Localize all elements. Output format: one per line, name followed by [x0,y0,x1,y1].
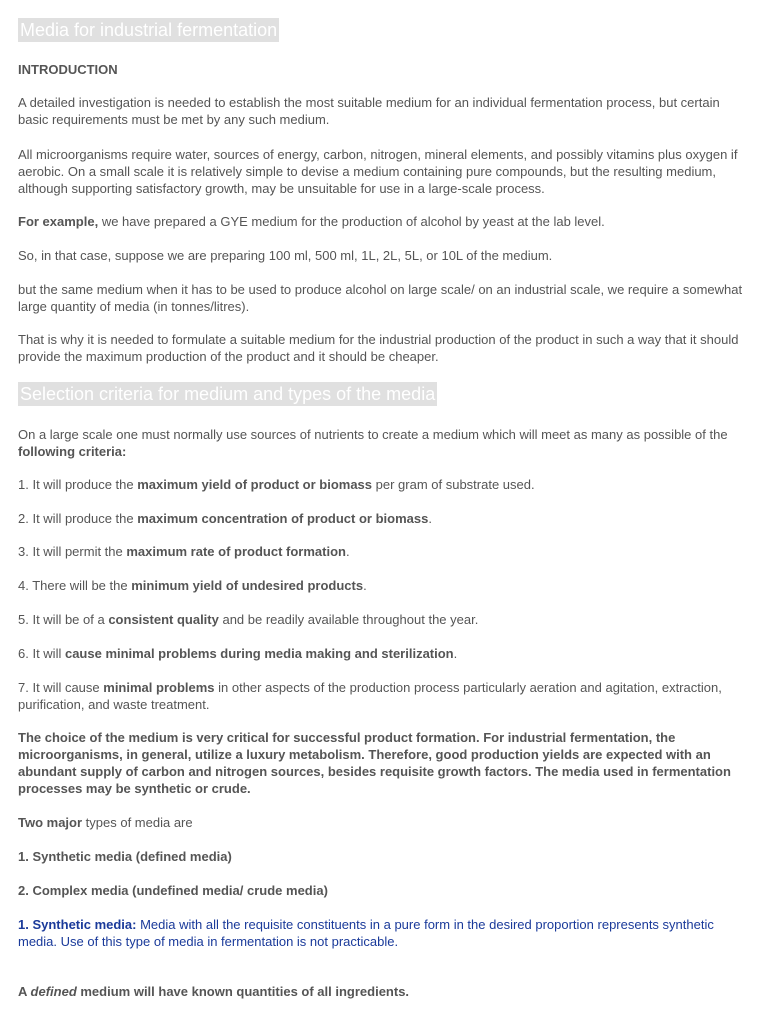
criterion-3-bold: maximum rate of product formation [126,544,346,559]
paragraph-10-bold: 1. Synthetic media: [18,917,137,932]
criterion-5-pre: 5. It will be of a [18,612,109,627]
criterion-1-post: per gram of substrate used. [372,477,535,492]
paragraph-5: but the same medium when it has to be used to produce alcohol on large scale/ on an industrial scale, we require a somewhat large quantity of media (in tonnes/litres). [18,282,743,314]
criterion-6-post: . [453,646,458,661]
heading-media-industrial-fermentation: Media for industrial fermentation [20,20,278,40]
criterion-6 [18,645,753,662]
criterion-6-pre: 6. It will [18,646,65,661]
paragraph-4: So, in that case, suppose we are preparing 100 ml, 500 ml, 1L, 2L, 5L, or 10L of the medium. [18,248,553,263]
paragraph-9-text: types of media are [82,815,193,830]
paragraph-11-italic: defined [30,984,77,999]
criterion-1-pre: 1. It will produce the [18,477,138,492]
paragraph-7-bold: following criteria: [18,444,127,459]
criterion-2-bold: maximum concentration of product or biomass [137,511,429,526]
paragraph-11-text: medium will have known quantities of all ingredients. [76,984,410,999]
criterion-2 [18,510,753,527]
paragraph-10 [18,916,753,950]
criterion-5-post: and be readily available throughout the year. [218,612,479,627]
paragraph-11-a: A [18,984,31,999]
criterion-7-pre: 7. It will cause [18,680,104,695]
criterion-3-post: . [345,544,350,559]
criterion-4-bold: minimum yield of undesired products [131,578,364,593]
criterion-3 [18,543,753,560]
media-type-1: 1. Synthetic media (defined media) [18,849,232,864]
paragraph-7-text: On a large scale one must normally use sources of nutrients to create a medium which will meet as many as possible of the [18,427,728,442]
media-type-2: 2. Complex media (undefined media/ crude media) [18,883,328,898]
paragraph-8: The choice of the medium is very critical for successful product formation. For industrial fermentation, the microorganisms, in general, utilize a luxury metabolism. Therefore, good production yields are expected with an abundant supply of carbon and nitrogen sources, besides requisite growth factors. The media used in fermentation processes may be synthetic or crude. [18,730,731,796]
criterion-4-post: . [363,578,367,593]
paragraph-6: That is why it is needed to formulate a suitable medium for the industrial production of the product in such a way that it should provide the maximum production of the product and it should be cheaper. [18,332,739,364]
criterion-5-bold: consistent quality [108,612,219,627]
criterion-4 [18,577,753,594]
criterion-2-post: . [428,511,432,526]
paragraph-2: All microorganisms require water, sources of energy, carbon, nitrogen, mineral elements, and possibly vitamins plus oxygen if aerobic. On a small scale it is relatively simple to devise a medium containing pure compounds, but the resulting medium, although supporting satisfactory growth, may be unsuitable for use in a large-scale process. [18,147,738,196]
paragraph-11 [18,983,753,1000]
paragraph-7 [18,426,753,460]
criterion-5 [18,611,753,628]
introduction-label: INTRODUCTION [18,62,118,77]
criterion-7-post: in other aspects of the production process particularly aeration and agitation, extraction, purification, and waste treatment. [18,680,722,712]
paragraph-3-bold: For example, [18,214,99,229]
criterion-4-pre: 4. There will be the [18,578,132,593]
criterion-3-pre: 3. It will permit the [18,544,127,559]
criterion-6-bold: cause minimal problems during media making and sterilization [64,646,454,661]
heading-selection-criteria: Selection criteria for medium and types of the media [20,384,436,404]
criterion-2-pre: 2. It will produce the [18,511,138,526]
paragraph-3 [18,213,753,230]
criterion-7-bold: minimal problems [103,680,215,695]
paragraph-9 [18,814,753,831]
paragraph-1: A detailed investigation is needed to establish the most suitable medium for an individual fermentation process, but certain basic requirements must be met by any such medium. [18,95,720,127]
criterion-1 [18,476,753,493]
criterion-7 [18,679,753,713]
paragraph-9-bold: Two major [18,815,83,830]
paragraph-10-text: Media with all the requisite constituents in a pure form in the desired proportion represents synthetic media. Use of this type of media in fermentation is not practicable. [18,917,714,949]
paragraph-3-text: we have prepared a GYE medium for the production of alcohol by yeast at the lab level. [98,214,605,229]
criterion-1-bold: maximum yield of product or biomass [137,477,373,492]
